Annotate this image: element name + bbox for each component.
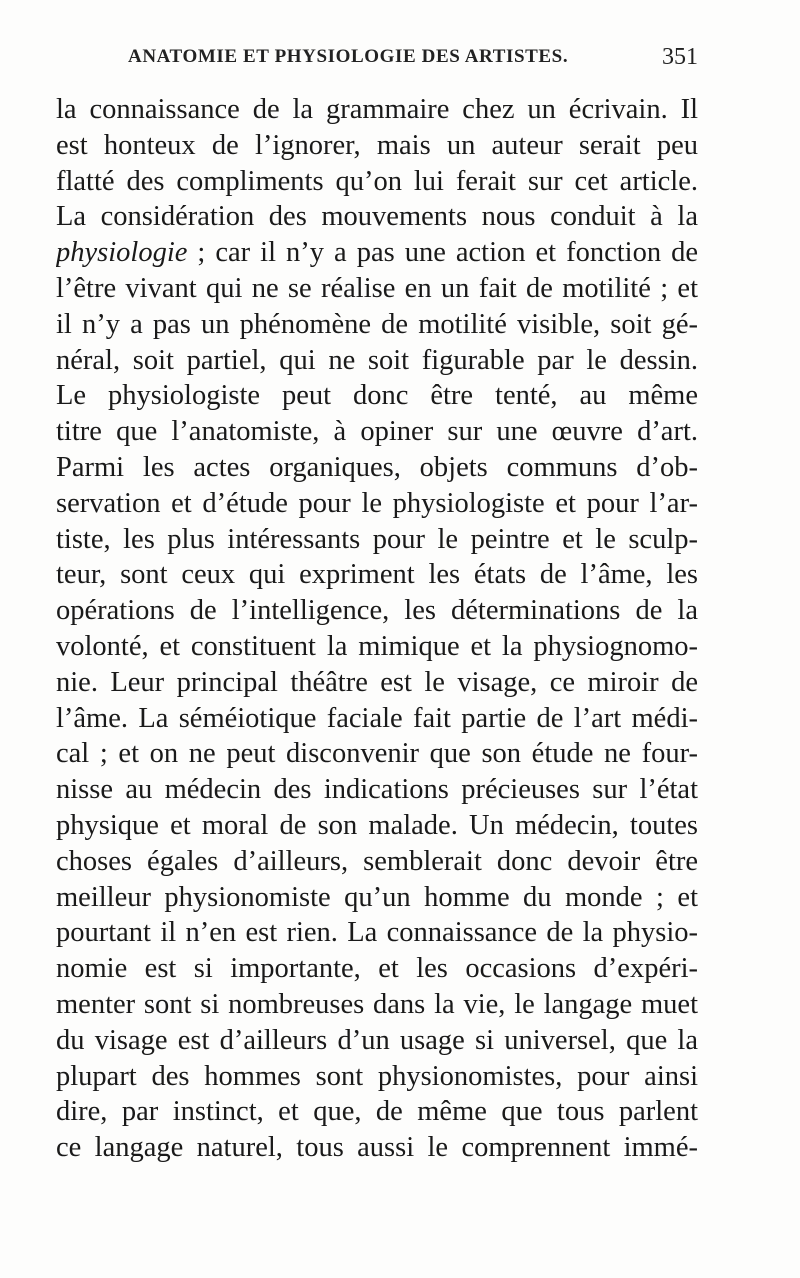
text-line: physiologie ; car il n’y a pas une action et fonction de: [56, 237, 698, 269]
body-text: [56, 92, 698, 1166]
text-line: pourtant il n’en est rien. La connaissance de la physio-: [56, 917, 698, 949]
text-line: La considération des mouvements nous conduit à la: [56, 201, 698, 233]
text-line: plupart des hommes sont physionomistes, pour ainsi: [56, 1060, 698, 1092]
text-line: menter sont si nombreuses dans la vie, le langage muet: [56, 988, 698, 1020]
text-line: la connaissance de la grammaire chez un écrivain. Il: [56, 94, 698, 125]
text-line: flatté des compliments qu’on lui ferait sur cet article.: [56, 165, 698, 197]
text-line: Le physiologiste peut donc être tenté, au même: [56, 380, 698, 412]
text-line: du visage est d’ailleurs d’un usage si universel, que la: [56, 1024, 698, 1056]
page-number: 351: [662, 44, 698, 70]
text-line: il n’y a pas un phénomène de motilité visible, soit gé-: [56, 308, 698, 340]
text-line: teur, sont ceux qui expriment les états de l’âme, les: [56, 559, 698, 591]
text-line: Parmi les actes organiques, objets communs d’ob-: [56, 451, 698, 483]
text-line: volonté, et constituent la mimique et la physiognomo-: [56, 630, 698, 662]
text-line: cal ; et on ne peut disconvenir que son étude ne four-: [56, 738, 698, 770]
text-line: nomie est si importante, et les occasions d’expéri-: [56, 953, 698, 985]
text-line: néral, soit partiel, qui ne soit figurable par le dessin.: [56, 344, 698, 376]
text-line: nisse au médecin des indications précieuses sur l’état: [56, 774, 698, 806]
text-line: opérations de l’intelligence, les déterminations de la: [56, 595, 698, 627]
text-line: meilleur physionomiste qu’un homme du monde ; et: [56, 881, 698, 913]
running-title: ANATOMIE ET PHYSIOLOGIE DES ARTISTES.: [128, 46, 569, 67]
text-line: l’être vivant qui ne se réalise en un fait de motilité ; et: [56, 272, 698, 304]
page-header: [128, 46, 698, 78]
text-line: l’âme. La séméiotique faciale fait partie de l’art médi-: [56, 702, 698, 734]
text-line: servation et d’étude pour le physiologiste et pour l’ar-: [56, 487, 698, 519]
text-line: est honteux de l’ignorer, mais un auteur serait peu: [56, 129, 698, 161]
text-line: titre que l’anatomiste, à opiner sur une œuvre d’art.: [56, 416, 698, 448]
text-line: physique et moral de son malade. Un médecin, toutes: [56, 809, 698, 841]
text-line: choses égales d’ailleurs, semblerait donc devoir être: [56, 845, 698, 877]
text-line: ce langage naturel, tous aussi le comprennent immé-: [56, 1132, 698, 1164]
text-line: tiste, les plus intéressants pour le peintre et le sculp-: [56, 523, 698, 555]
text-line: nie. Leur principal théâtre est le visage, ce miroir de: [56, 666, 698, 698]
text-line: dire, par instinct, et que, de même que tous parlent: [56, 1096, 698, 1128]
